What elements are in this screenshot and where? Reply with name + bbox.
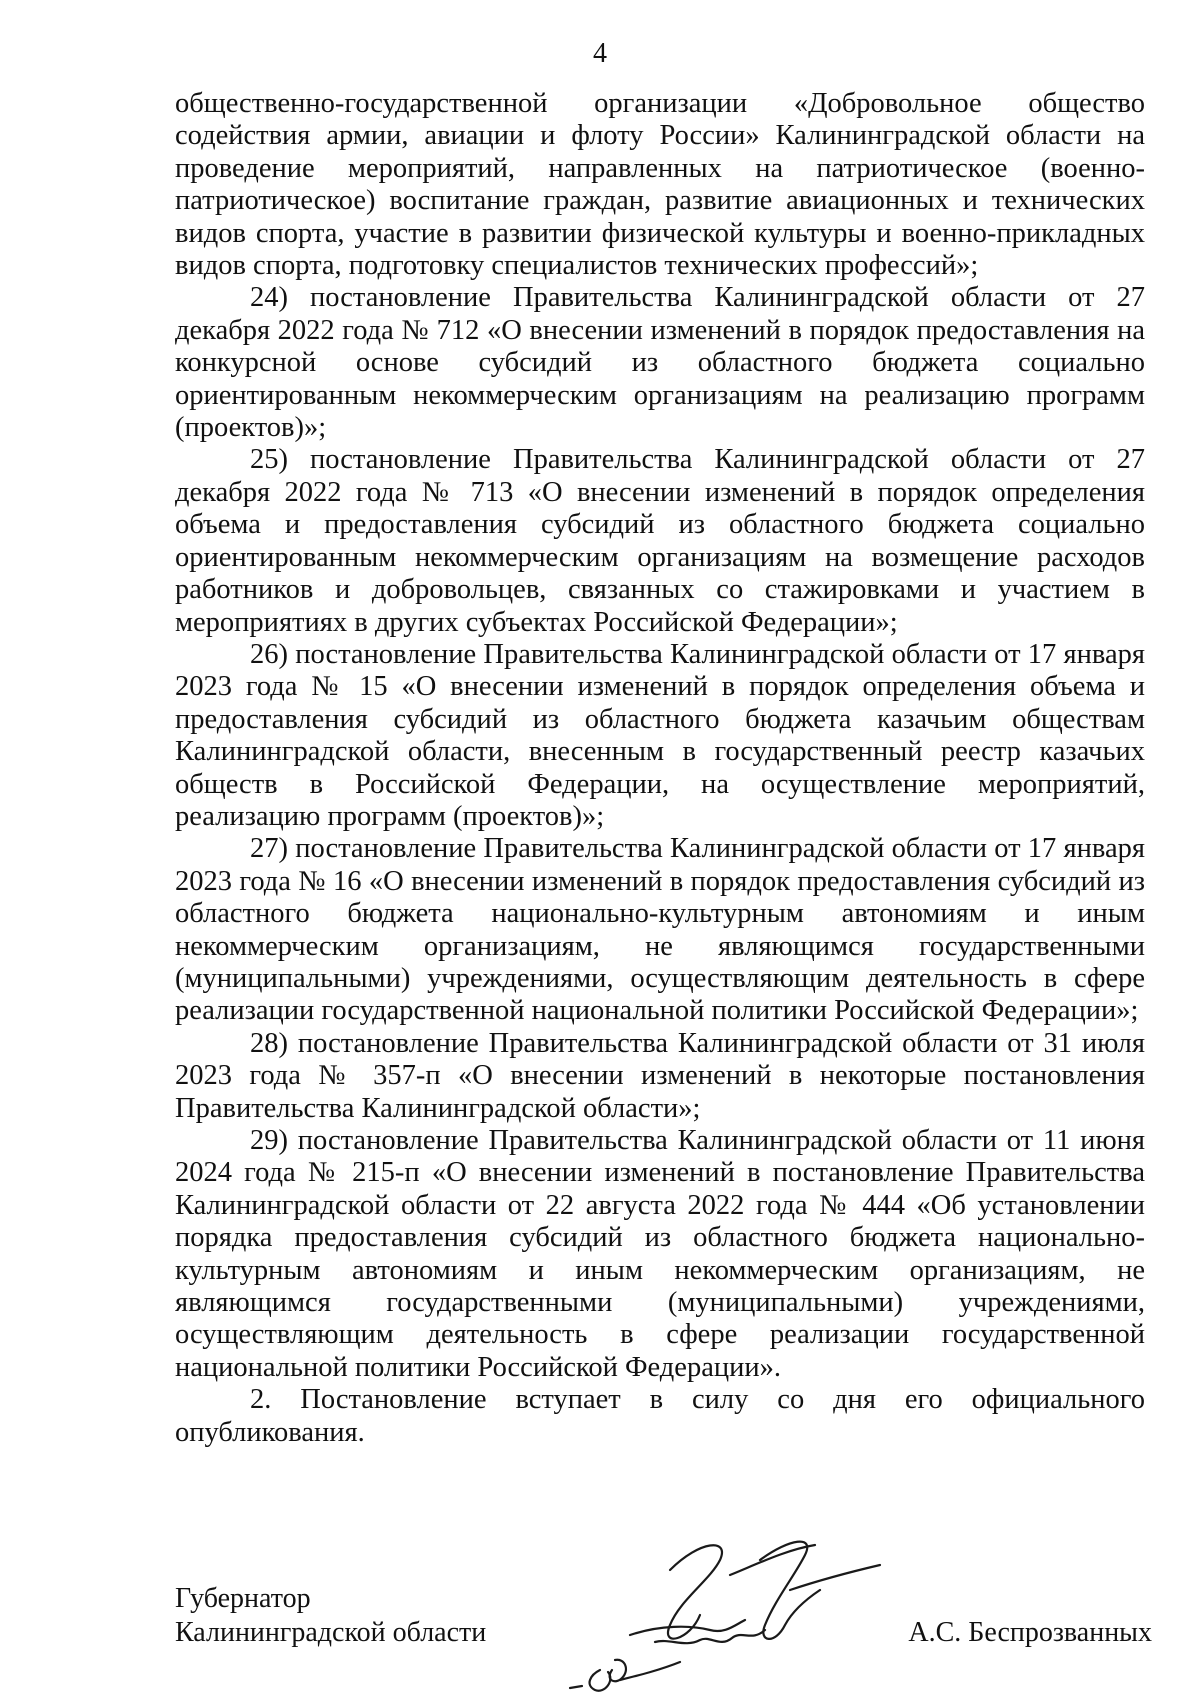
paragraph-item-29: 29) постановление Правительства Калининградской области от 11 июня 2024 года № 215-п «О внесении изменений в постановление Правительства Калининградской области от 22 августа 2022 года № 444 «Об установлении порядка предоставления субсидий из областного бюджета национально-культурным автономиям и иным некоммерческим организациям, не являющимся государственными (муниципальными) учреждениями, осуществляющим деятельность в сфере реализации государственной национальной политики Российской Федерации». [175, 1125, 1145, 1383]
signatory-name: А.С. Беспрозванных [908, 1617, 1152, 1648]
paragraph-item-28: 28) постановление Правительства Калининградской области от 31 июля 2023 года № 357-п «О внесении изменений в некоторые постановления Правительства Калининградской области»; [175, 1027, 1145, 1124]
signatory-title [175, 1582, 486, 1650]
handwritten-signature [560, 1530, 890, 1700]
paragraph-effective-date: 2. Постановление вступает в силу со дня его официального опубликования. [175, 1384, 1145, 1448]
paragraph-item-27: 27) постановление Правительства Калининградской области от 17 января 2023 года № 16 «О внесении изменений в порядок предоставления субсидий из областного бюджета национально-культурным автономиям и иным некоммерческим организациям, не являющимся государственными (муниципальными) учреждениями, осуществляющим деятельность в сфере реализации государственной национальной политики Российской Федерации»; [175, 833, 1145, 1027]
document-body [175, 88, 1145, 1449]
paragraph-item-26: 26) постановление Правительства Калининградской области от 17 января 2023 года № 15 «О внесении изменений в порядок определения объема и предоставления субсидий из областного бюджета казачьим обществам Калининградской области, внесенным в государственный реестр казачьих обществ в Российской Федерации, на осуществление мероприятий, реализацию программ (проектов)»; [175, 638, 1145, 832]
paragraph-item-25: 25) постановление Правительства Калининградской области от 27 декабря 2022 года № 713 «О внесении изменений в порядок определения объема и предоставления субсидий из областного бюджета социально ориентированным некоммерческим организациям на возмещение расходов работников и добровольцев, связанных со стажировками и участием в мероприятиях в других субъектах Российской Федерации»; [175, 444, 1145, 638]
page-number: 4 [593, 38, 607, 69]
signatory-title-line1: Губернатор [175, 1583, 311, 1614]
signatory-title-line2: Калининградской области [175, 1617, 487, 1648]
paragraph-item-24: 24) постановление Правительства Калининградской области от 27 декабря 2022 года № 712 «О внесении изменений в порядок предоставления на конкурсной основе субсидий из областного бюджета социально ориентированным некоммерческим организациям на реализацию программ (проектов)»; [175, 282, 1145, 444]
paragraph-continuation: общественно-государственной организации «Добровольное общество содействия армии, авиации и флоту России» Калининградской области на проведение мероприятий, направленных на патриотическое (военно-патриотическое) воспитание граждан, развитие авиационных и технических видов спорта, участие в развитии физической культуры и военно-прикладных видов спорта, подготовку специалистов технических профессий»; [175, 88, 1145, 282]
